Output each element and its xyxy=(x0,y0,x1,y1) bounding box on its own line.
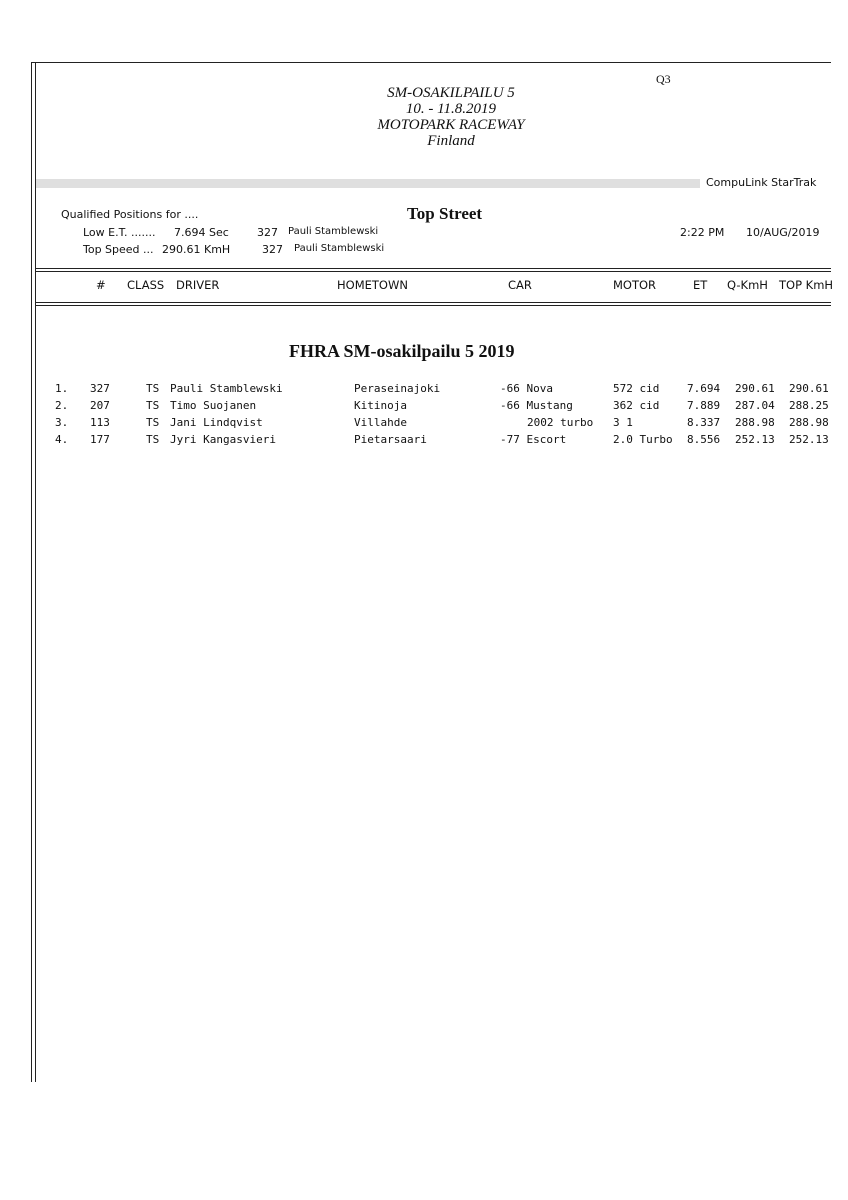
qualified-label: Qualified Positions for .... xyxy=(61,208,199,221)
col-topkmh: TOP KmH xyxy=(779,278,834,292)
cell-et: 7.889 xyxy=(687,399,721,412)
page-frame-left-outer xyxy=(31,62,32,1082)
cell-et: 7.694 xyxy=(687,382,721,395)
top-speed-number: 327 xyxy=(262,243,283,256)
cell-hometown: Peraseinajoki xyxy=(354,382,441,395)
cell-topkmh: 288.98 xyxy=(789,416,829,429)
top-speed-driver: Pauli Stamblewski xyxy=(294,243,385,254)
low-et-value: 7.694 Sec xyxy=(174,226,229,239)
divider-header-top xyxy=(35,268,831,269)
top-speed-label: Top Speed ... xyxy=(83,243,154,256)
cell-car: -66 Mustang xyxy=(500,399,573,412)
cell-motor: 572 cid xyxy=(613,382,660,395)
system-label: CompuLink StarTrak xyxy=(706,176,817,189)
page-frame-top xyxy=(31,62,831,63)
dotted-rule xyxy=(36,179,700,188)
col-car: CAR xyxy=(508,278,532,292)
col-driver: DRIVER xyxy=(176,278,220,292)
col-motor: MOTOR xyxy=(613,278,657,292)
event-dates: 10. - 11.8.2019 xyxy=(405,101,497,117)
col-class: CLASS xyxy=(127,278,165,292)
cell-topkmh: 252.13 xyxy=(789,433,829,446)
cell-qkmh: 290.61 xyxy=(735,382,775,395)
cell-hometown: Pietarsaari xyxy=(354,433,427,446)
cell-motor: 2.0 Turbo xyxy=(613,433,673,446)
divider-header-bottom-2 xyxy=(35,305,831,306)
cell-hometown: Kitinoja xyxy=(354,399,407,412)
cell-driver: Jyri Kangasvieri xyxy=(170,433,276,446)
page-frame-left-inner xyxy=(35,62,36,1082)
cell-driver: Timo Suojanen xyxy=(170,399,257,412)
cell-num: 113 xyxy=(90,416,110,429)
section-title: FHRA SM-osakilpailu 5 2019 xyxy=(289,341,515,361)
cell-qkmh: 252.13 xyxy=(735,433,775,446)
col-hometown: HOMETOWN xyxy=(337,278,408,292)
event-title: SM-OSAKILPAILU 5 xyxy=(387,85,515,101)
cell-et: 8.556 xyxy=(687,433,721,446)
cell-qkmh: 288.98 xyxy=(735,416,775,429)
cell-et: 8.337 xyxy=(687,416,721,429)
cell-driver: Pauli Stamblewski xyxy=(170,382,283,395)
col-num: # xyxy=(96,278,106,292)
cell-pos: 4. xyxy=(55,433,69,446)
col-et: ET xyxy=(693,278,708,292)
cell-car: -77 Escort xyxy=(500,433,567,446)
col-qkmh: Q-KmH xyxy=(727,278,768,292)
cell-motor: 3 1 xyxy=(613,416,633,429)
cell-class: TS xyxy=(146,399,160,412)
cell-num: 327 xyxy=(90,382,110,395)
event-venue: MOTOPARK RACEWAY xyxy=(377,117,525,133)
cell-topkmh: 290.61 xyxy=(789,382,829,395)
cell-qkmh: 287.04 xyxy=(735,399,775,412)
cell-num: 177 xyxy=(90,433,110,446)
cell-class: TS xyxy=(146,416,160,429)
cell-num: 207 xyxy=(90,399,110,412)
divider-header-bottom xyxy=(35,302,831,303)
report-date: 10/AUG/2019 xyxy=(746,226,820,239)
cell-driver: Jani Lindqvist xyxy=(170,416,263,429)
cell-pos: 2. xyxy=(55,399,69,412)
divider-header-top-2 xyxy=(35,271,831,272)
top-speed-value: 290.61 KmH xyxy=(162,243,231,256)
cell-topkmh: 288.25 xyxy=(789,399,829,412)
cell-hometown: Villahde xyxy=(354,416,407,429)
class-title: Top Street xyxy=(407,204,483,223)
cell-car: -66 Nova xyxy=(500,382,553,395)
low-et-label: Low E.T. ....... xyxy=(83,226,156,239)
sheet-code: Q3 xyxy=(656,72,671,86)
event-country: Finland xyxy=(427,133,475,149)
cell-motor: 362 cid xyxy=(613,399,660,412)
low-et-driver: Pauli Stamblewski xyxy=(288,226,379,237)
report-time: 2:22 PM xyxy=(680,226,725,239)
cell-class: TS xyxy=(146,382,160,395)
cell-pos: 3. xyxy=(55,416,69,429)
cell-class: TS xyxy=(146,433,160,446)
cell-pos: 1. xyxy=(55,382,69,395)
low-et-number: 327 xyxy=(257,226,278,239)
cell-car: 2002 turbo xyxy=(527,416,594,429)
